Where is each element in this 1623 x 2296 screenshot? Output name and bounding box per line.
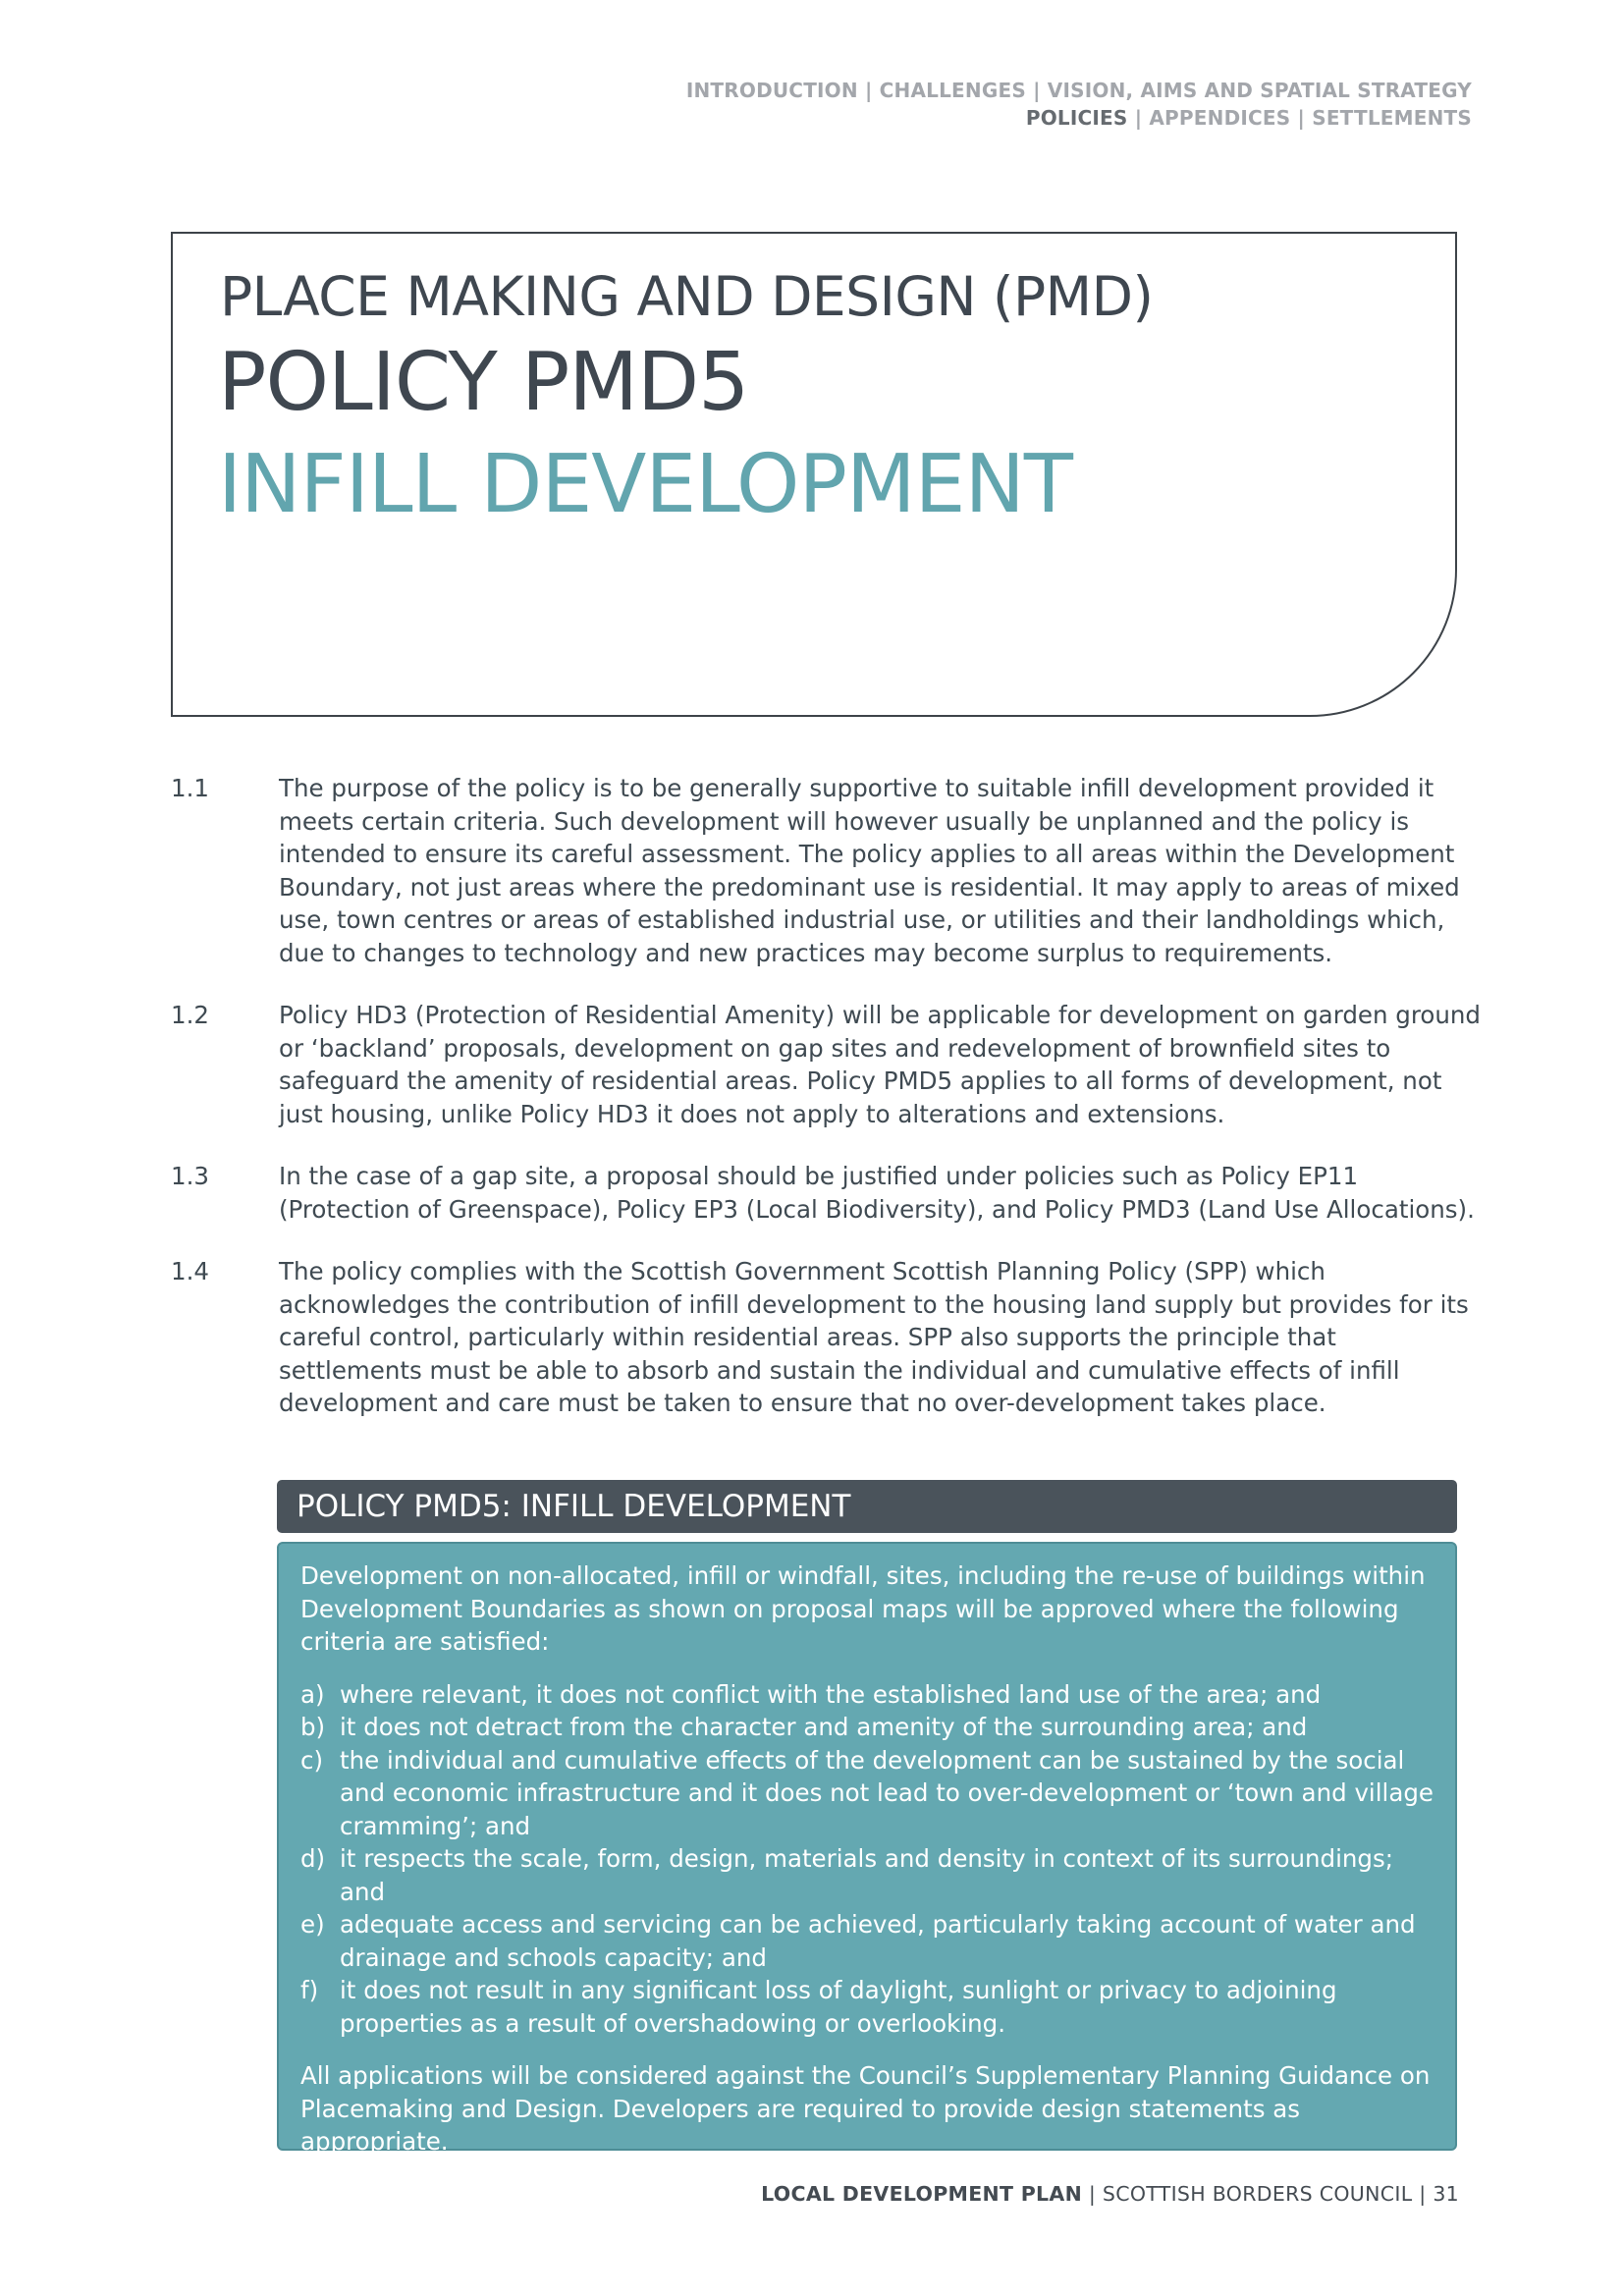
criterion-letter: c): [300, 1745, 324, 1775]
criterion-letter: f): [300, 1976, 319, 2004]
nav-row-1: [686, 77, 1472, 104]
nav-link-settlements[interactable]: SETTLEMENTS: [1312, 106, 1472, 130]
criterion-item: [300, 1842, 1435, 1908]
paragraph: [171, 772, 1487, 969]
policy-intro: Development on non-allocated, infill or windfall, sites, including the re-use of buildings within Development Boundaries as shown on proposal maps will be approved where the following criteria are satisfied:: [300, 1561, 1426, 1656]
section-title: PLACE MAKING AND DESIGN (PMD): [220, 265, 1154, 328]
criterion-letter: a): [300, 1679, 325, 1709]
paragraph: [171, 1255, 1487, 1420]
paragraph-number: 1.3: [171, 1162, 209, 1190]
nav-link-appendices[interactable]: APPENDICES: [1149, 106, 1291, 130]
paragraph-number: 1.4: [171, 1257, 209, 1285]
criterion-item: [300, 1908, 1435, 1974]
page-footer: [761, 2182, 1459, 2206]
paragraph-text: In the case of a gap site, a proposal should be justified under policies such as Policy EP11 (Protection of Greenspace), Policy EP3 (Local Biodiversity), and Policy PMD3 (Land Use Allocations).: [279, 1162, 1475, 1224]
nav-separator: |: [1297, 106, 1306, 130]
criterion-text: where relevant, it does not conflict with the established land use of the area; and: [340, 1679, 1322, 1709]
nav-link-challenges[interactable]: CHALLENGES: [879, 79, 1026, 102]
policy-closing: All applications will be considered against the Council’s Supplementary Planning Guidance on Placemaking and Design. Developers are required to provide design statements as appropriate.: [300, 2061, 1431, 2156]
nav-link-introduction[interactable]: INTRODUCTION: [685, 79, 858, 102]
criterion-item: [300, 1744, 1435, 1843]
paragraph-text: Policy HD3 (Protection of Residential Amenity) will be applicable for development on garden ground or ‘backland’ proposals, development on gap sites and redevelopment of brownfield sites to safeguard the amenity of residential areas. Policy PMD5 applies to all forms of development, not just housing, unlike Policy HD3 it does not apply to alterations and extensions.: [279, 1001, 1481, 1128]
footer-document-title: LOCAL DEVELOPMENT PLAN: [761, 2182, 1083, 2206]
policy-name: INFILL DEVELOPMENT: [218, 438, 1072, 531]
criterion-item: [300, 1711, 1435, 1744]
nav-row-2: [686, 104, 1472, 132]
paragraph: [171, 1160, 1487, 1226]
criterion-text: the individual and cumulative effects of the development can be sustained by the social and economic infrastructure and it does not lead to over-development or ‘town and village cramming’; and: [340, 1745, 1434, 1840]
criterion-text: adequate access and servicing can be achieved, particularly taking account of water and drainage and schools capacity; and: [340, 1910, 1416, 1972]
paragraph: [171, 999, 1487, 1130]
criterion-text: it respects the scale, form, design, materials and density in context of its surroundings; and: [340, 1844, 1393, 1906]
policy-title-box: [171, 232, 1457, 717]
footer-separator: |: [1088, 2182, 1097, 2206]
page-number: 31: [1433, 2182, 1459, 2206]
criteria-list: [300, 1678, 1435, 2041]
policy-box-heading: POLICY PMD5: INFILL DEVELOPMENT: [277, 1480, 1457, 1533]
nav-link-policies[interactable]: POLICIES: [1025, 106, 1128, 130]
criterion-item: [300, 1974, 1435, 2040]
footer-separator: |: [1419, 2182, 1427, 2206]
paragraph-number: 1.1: [171, 774, 209, 802]
paragraph-text: The policy complies with the Scottish Government Scottish Planning Policy (SPP) which acknowledges the contribution of infill development to the housing land supply but provides for its careful control, particularly within residential areas. SPP also supports the principle that settlements must be able to absorb and sustain the individual and cumulative effects of infill development and care must be taken to ensure that no over-development takes place.: [279, 1257, 1469, 1417]
criterion-letter: e): [300, 1910, 325, 1939]
criterion-letter: b): [300, 1713, 326, 1741]
nav-separator: |: [1033, 79, 1041, 102]
explanatory-paragraphs: [171, 772, 1487, 1449]
criterion-letter: d): [300, 1844, 326, 1873]
nav-link-vision[interactable]: VISION, AIMS AND SPATIAL STRATEGY: [1047, 79, 1472, 102]
nav-separator: |: [1134, 106, 1143, 130]
criterion-text: it does not detract from the character and amenity of the surrounding area; and: [340, 1713, 1308, 1741]
criterion-item: [300, 1678, 1435, 1712]
criterion-text: it does not result in any significant loss of daylight, sunlight or privacy to adjoining properties as a result of overshadowing or overlooking.: [340, 1976, 1337, 2038]
nav-separator: |: [864, 79, 873, 102]
policy-box: [277, 1542, 1457, 2156]
paragraph-text: The purpose of the policy is to be generally supportive to suitable infill development provided it meets certain criteria. Such development will however usually be unplanned and the policy is intended to ensure its careful assessment. The policy applies to all areas within the Development Boundary, not just areas where the predominant use is residential. It may apply to areas of mixed use, town centres or areas of established industrial use, or utilities and their landholdings which, due to changes to technology and new practices may become surplus to requirements.: [279, 774, 1460, 967]
section-navigation: [686, 77, 1472, 132]
policy-number: POLICY PMD5: [218, 336, 749, 429]
footer-council: SCOTTISH BORDERS COUNCIL: [1102, 2182, 1413, 2206]
paragraph-number: 1.2: [171, 1001, 209, 1029]
